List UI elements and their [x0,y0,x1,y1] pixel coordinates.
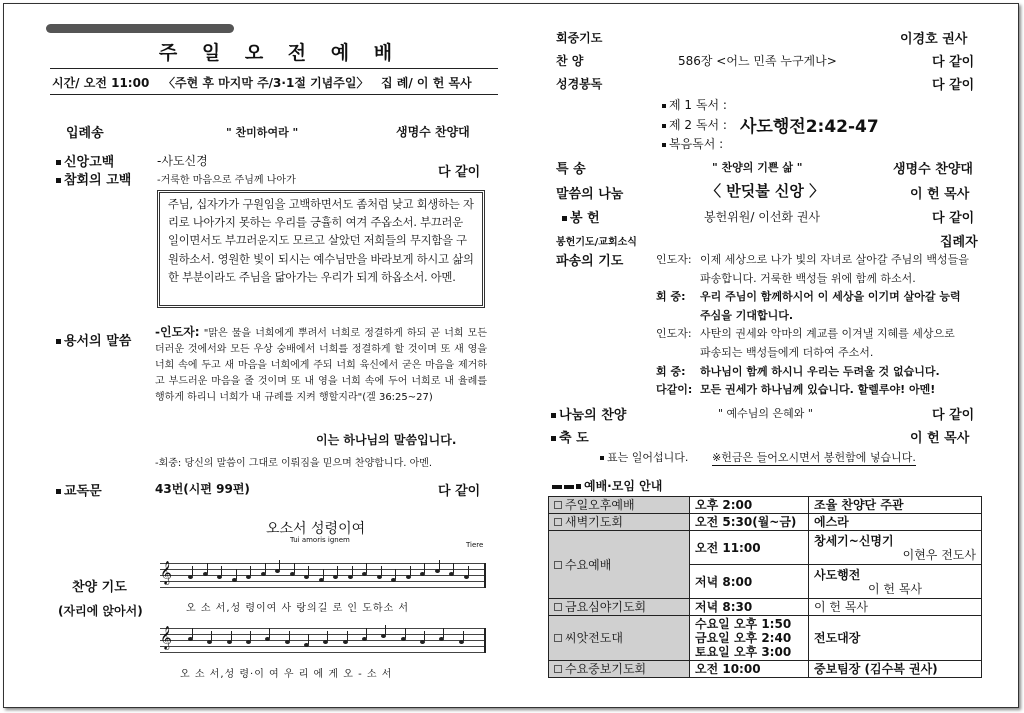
prayer-sub: (자리에 앉아서) [58,604,143,618]
pardon-label: 용서의 말씀 [56,330,131,349]
schedule-time: 저녁 8:00 [690,565,809,599]
staff-line [160,628,486,629]
sending-text: 우리 주님이 함께하시어 이 세상을 이기며 살아갈 능력 [700,290,961,304]
schedule-who: 조율 찬양단 주관 [809,497,982,514]
praise-label: 찬 양 [556,54,584,68]
note-stem [327,631,328,641]
header-bar [46,24,234,33]
note-stem [308,634,309,644]
opening-choir: 생명수 찬양대 [396,125,470,139]
note-stem [424,563,425,573]
note-offering: ※헌금은 들어오시면서 봉헌함에 넣습니다. [712,451,916,464]
divider [50,68,498,69]
note-stem [231,631,232,641]
schedule-time: 오전 5:30(월~금) [690,514,809,531]
note-stem [443,628,444,638]
bar-line [484,628,486,653]
sending-who: 회 중: [656,290,686,304]
schedule-who: 이 헌 목사 [809,599,982,616]
repent-value: -거룩한 마음으로 주님께 나아가 [157,175,296,186]
note-stem [250,566,251,576]
praise-song-label: 나눔의 찬양 [551,404,626,423]
reading-1: 제 1 독서 : [662,96,727,113]
table-row [549,497,982,514]
table-row [549,514,982,531]
note-stem [366,628,367,638]
bar-line [484,563,486,588]
service-time: 시간/ 오전 11:00 [52,76,150,90]
schedule-time: 오전 11:00 [690,531,809,565]
dash-icon [552,485,562,489]
offer-label: 봉 헌 [562,207,600,226]
song-latin: Tui amoris ignem [290,536,350,544]
note-stem [337,566,338,576]
prayer-value: 이경호 권사 [900,32,968,47]
schedule-category: 수요예배 [549,531,690,599]
bullet-icon [662,104,666,108]
sermon-preacher: 이 헌 목사 [910,187,970,202]
sending-text: 하나님이 함께 하시니 우리는 두려울 것 없습니다. [700,364,940,378]
staff-line [160,587,486,588]
note-stem [366,563,367,573]
sending-who: 인도자: [656,253,692,266]
sending-text: 파송합니다. 거룩한 백성들 위에 함께 하소서. [700,271,916,285]
table-row [549,616,982,661]
note-stem [207,563,208,573]
staff-line [160,634,486,635]
schedule-who: 에스라 [809,514,982,531]
note-stem [395,569,396,579]
praise-hymn: 586장 <어느 민족 누구게나> [678,54,837,68]
opening-song: " 찬미하여라 " [226,126,299,139]
news-label: 봉헌기도/교회소식 [556,237,637,248]
bullet-icon [600,456,604,460]
creed-label: 신앙고백 [56,151,114,170]
bullet-icon [662,143,666,147]
treble-clef-icon: 𝄞 [160,560,172,584]
table-row [549,599,982,616]
hymn-value: 43번(시편 99편) [155,482,250,496]
schedule-table [548,496,982,678]
pardon-text: -인도자: "맑은 물을 너희에게 뿌려서 너희로 정결하게 하되 곧 너희 모든 더러운 것에서와 모든 우상 숭배에서 너희를 정결하게 할 것이며 또 새 영을 너희 속에 두고 새 마음을 너희에게 주되 너희 육신에서 굳은 마음을 제거하고 부드러운 마음을 줄 것이며 또 내 영을 너희 속에 두어 너희로 내 율례를 행하게 하리니 너희가 내 규례를 지켜 행할지라"(겔 36:25~27) [155,325,487,403]
sending-text: 주심을 기대합니다. [700,308,794,322]
service-leader: 집 례/ 이 헌 목사 [381,76,472,90]
note-stem [289,631,290,641]
note-stand: 표는 일어섭니다. [600,449,688,465]
pardon-word: 이는 하나님의 말씀입니다. [316,433,457,447]
bullet-icon [56,339,61,344]
note-stem [453,563,454,573]
staff-line [160,652,486,653]
schedule-time: 오후 2:00 [690,497,809,514]
schedule-who: 중보팀장 (김수복 권사) [809,661,982,678]
schedule-who: 사도행전 이 헌 목사 [809,565,982,599]
prayer-label: 회중기도 [556,31,603,45]
reading-value: 다 같이 [932,78,975,93]
table-row [549,531,982,565]
note-stem [265,563,266,573]
note-stem [192,628,193,638]
schedule-category: 수요중보기도회 [549,661,690,678]
reading-3: 복음독서 : [662,135,723,152]
bullet-icon [551,413,556,418]
sending-who: 회 중: [656,364,686,378]
note-stem [463,631,464,641]
song-title: 오소서 성령이여 [266,521,366,537]
hymn-label: 교독문 [56,480,102,499]
bless-value: 이 헌 목사 [910,431,970,446]
schedule-category: 새벽기도회 [549,514,690,531]
note-stem [221,566,222,576]
note-stem [279,560,280,570]
sending-text: 사탄의 권세와 악마의 계교를 이겨낼 지혜를 세상으로 [700,327,955,341]
confession-box: 주님, 십자가가 구원임을 고백하면서도 좀처럼 낮고 회생하는 자리로 나아가지 못하는 우리를 긍휼히 여겨 주옵소서. 부끄러운 일이면서도 부끄러운지도 모르고 살았던 저희들의 무지함을 구원하소서. 영원한 빛이 되시는 예수님만을 바라보게 하시고 삶의 한 부분이라도 주님을 닮아가는 우리가 되게 하옵소서. 아멘. [157,190,485,308]
offer-all: 다 같이 [932,211,975,226]
note-stem [269,628,270,638]
sending-text: 파송되는 백성들에게 더하여 주소서. [700,346,874,359]
news-value: 집례자 [940,235,978,250]
note-stem [211,631,212,641]
sending-text: 모든 권세가 하나님께 있습니다. 할렐루야! 아멘! [700,383,936,397]
note-stem [439,560,440,570]
note-stem [424,631,425,641]
note-stem [294,563,295,573]
lyrics-line: 오 소 서,성 령·이 여 우 리 에 게 오 - 소 서 [180,669,393,680]
schedule-category: 금요심야기도회 [549,599,690,616]
bullet-icon [56,178,61,183]
note-stem [192,566,193,576]
schedule-who: 창세기~신명기 이현우 전도사 [809,531,982,565]
prayer-label: 찬양 기도 [72,580,127,595]
table-row [549,661,982,678]
bullet-icon [562,216,567,221]
reading-2-value: 사도행전2:42-47 [740,117,879,137]
reading-2: 제 2 독서 : [662,116,727,133]
sending-who: 다같이: [656,383,693,397]
treble-clef-icon: 𝄞 [160,625,172,649]
schedule-time: 오전 10:00 [690,661,809,678]
bullet-icon [576,484,581,489]
note-stem [405,628,406,638]
staff-line [160,563,486,564]
bullet-icon [56,160,61,165]
pardon-response: -회중: 당신의 말씀이 그대로 이뤄짐을 믿으며 찬양합니다. 아멘. [155,458,433,469]
note-stem [352,566,353,576]
note-stem [323,569,324,579]
creed-all: 다 같이 [438,165,481,180]
schedule-title: 예배·모임 안내 [552,477,662,494]
divider [50,94,498,95]
schedule-category: 씨앗전도대 [549,616,690,661]
schedule-time: 수요일 오후 1:50 금요일 오후 2:40 토요일 오후 3:00 [690,616,809,661]
reading-label: 성경봉독 [556,77,603,91]
note-stem [250,631,251,641]
lyrics-line: 오 소 서,성 령이여 사 랑의길 로 인 도하소 서 [186,603,410,614]
sending-text: 이제 세상으로 나가 빛의 자녀로 살아갈 주님의 백성들을 [700,253,969,266]
service-occasion: 〈주현 후 마지막 주/3·1절 기념주일〉 [163,76,369,90]
creed-value: -사도신경 [157,154,208,168]
page-title: 주 일 오 전 예 배 [158,42,402,64]
note-stem [236,569,237,579]
bless-label: 축 도 [551,427,589,446]
staff-line [160,646,486,647]
music-staff [160,560,486,597]
special-choir: 생명수 찬양대 [893,162,973,177]
sending-who: 인도자: [656,327,692,341]
note-stem [347,631,348,641]
opening-label: 입례송 [66,126,104,141]
bullet-icon [56,489,61,494]
note-stem [385,625,386,635]
note-stem [468,566,469,576]
music-staff [160,625,486,662]
song-composer: Tiere [466,541,484,549]
sermon-label: 말씀의 나눔 [556,187,624,202]
repent-label: 참회의 고백 [56,169,131,188]
special-label: 특 송 [556,162,586,177]
special-song: " 찬양의 기쁜 삶 " [712,161,803,174]
hymn-all: 다 같이 [438,484,481,499]
schedule-who: 전도대장 [809,616,982,661]
note-stem [308,566,309,576]
bullet-icon [662,124,666,128]
praise-song: " 예수님의 은혜와 " [718,407,813,420]
praise-value: 다 같이 [932,55,975,70]
bullet-icon [551,436,556,441]
note-stem [410,566,411,576]
schedule-time: 저녁 8:30 [690,599,809,616]
offer-value: 봉헌위원/ 이선화 권사 [704,210,821,224]
schedule-category: 주일오후예배 [549,497,690,514]
dash-icon [564,485,574,489]
sending-label: 파송의 기도 [556,254,624,269]
note-stem [381,566,382,576]
praise-all: 다 같이 [932,408,975,423]
sermon-title: 〈 반딧불 신앙 〉 [706,182,825,200]
